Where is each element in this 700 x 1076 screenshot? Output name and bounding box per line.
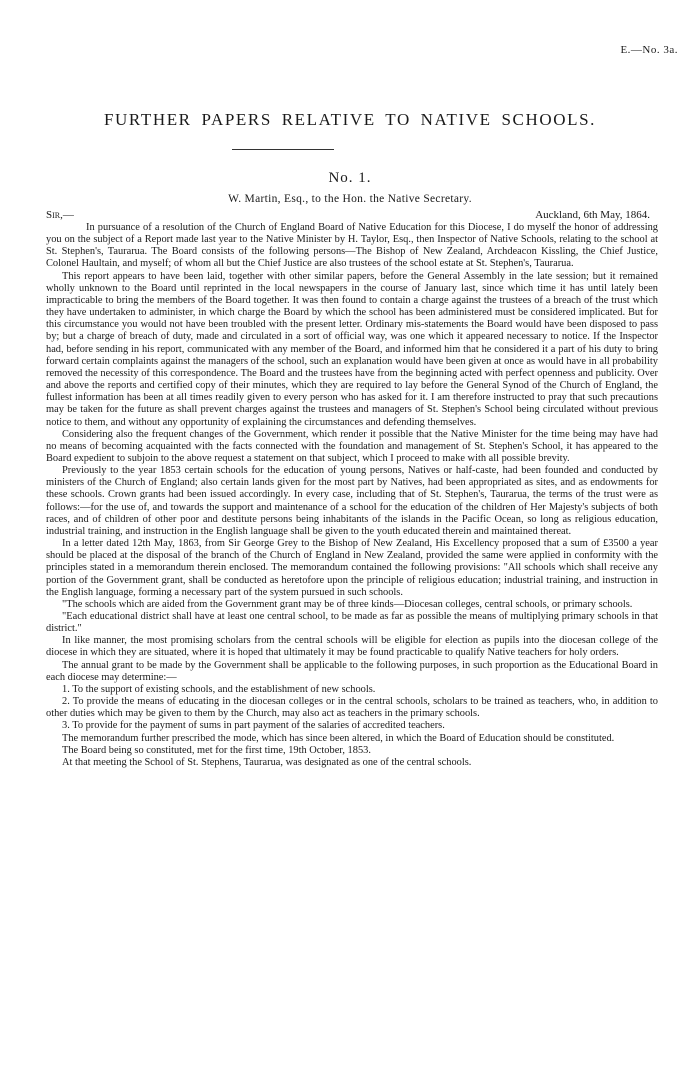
paragraph: This report appears to have been laid, together with other similar papers, before the General Assembly in the late session; but it remained wholly unknown to the Board until reprinted in the local newspapers in the course of January last, since which time it has until lately been impracticable to bring the members of the Board together. It was then found to contain a charge against the trustees of a breach of the trust which they have undertaken to administer, in which charge the Board by which the school has been administered must be considered implicated. But for this circumstance you would not have been troubled with the present letter. Ordinary mis-statements the Board would have been disposed to pass by; but a charge of breach of duty, made and circulated in a sort of official way, was one which it appeared necessary to notice. If the Inspector had, before sending in his report, communicated with any member of the Board, and informed him that he considered it a part of his duty to bring forward certain complaints against the managers of the school, such an explanation would have been given at once as would have in all probability removed the necessity of this correspondence. The Board and the trustees have from the beginning acted with perfect openness and publicity. Over and above the reports and certified copy of their minutes, which they are required to lay before the General Synod of the Church of England, the fullest information has been at all times readily given to every person who has asked for it. I am therefore instructed to pray that such precautions may be taken for the future as shall prevent charges against the trustees and managers of St. Stephen's School being circulated without previous notice to them, and without any opportunity of explaining the circumstances and defending themselves.	[46, 270, 658, 428]
list-item: 3. To provide for the payment of sums in part payment of the salaries of accredited teachers.	[62, 720, 445, 732]
paragraph: "The schools which are aided from the Government grant may be of three kinds—Diocesan colleges, central schools, or primary schools.	[62, 598, 633, 610]
place-date: Auckland, 6th May, 1864.	[535, 209, 650, 221]
paragraph: In pursuance of a resolution of the Church of England Board of Native Education for this Diocese, I do myself the honor of addressing you on the subject of a Report made last year to the Native Minister by H. Taylor, Esq., then Inspector of Native Schools, relating to the school at St. Stephen's, Taurarua. The Board consists of the following persons—The Bishop of New Zealand, Archdeacon Kissling, the Chief Justice, Colonel Haultain, and myself; of whom all but the Chief Justice are also trustees of the school estate at St. Stephen's, Taurarua.	[46, 222, 658, 270]
paragraph: At that meeting the School of St. Stephens, Taurarua, was designated as one of the central schools.	[62, 756, 472, 768]
document-title: FURTHER PAPERS RELATIVE TO NATIVE SCHOOLS.	[103, 110, 597, 129]
list-item: 1. To the support of existing schools, and the establishment of new schools.	[62, 683, 376, 695]
paragraph: Considering also the frequent changes of the Government, which render it possible that the Native Minister for the time being may have had no means of becoming acquainted with the facts connected with the foundation and management of St. Stephen's School, it has appeared to the Board expedient to subjoin to the above request a statement on that subject, which I proceed to make with all possible brevity.	[46, 428, 658, 464]
paragraph: The memorandum further prescribed the mode, which has since been altered, in which the Board of Education should be constituted.	[62, 732, 615, 744]
page-reference: E.—No. 3a.	[620, 44, 678, 56]
salutation	[46, 209, 74, 221]
letter-subheading: W. Martin, Esq., to the Hon. the Native Secretary.	[228, 193, 472, 205]
document-number: No. 1.	[328, 170, 372, 186]
paragraph: In like manner, the most promising scholars from the central schools will be eligible for election as pupils into the diocesan college of the diocese in which they are situated, where it is hoped that ultimately it may be found practicable to qualify Native teachers for holy orders.	[46, 635, 658, 659]
letter-body	[46, 222, 658, 769]
paragraph: In a letter dated 12th May, 1863, from Sir George Grey to the Bishop of New Zealand, His Excellency proposed that a sum of £3500 a year should be placed at the disposal of the branch of the Church of England in New Zealand, provided the same were applied in conformity with the principles stated in a memorandum therein enclosed. The memorandum contained the following provisions: "All schools which shall receive any portion of the Government grant, shall be conducted as heretofore upon the principle of religious education; industrial training, and instruction in the English language, forming a necessary part of the system pursued in such schools.	[46, 538, 658, 598]
paragraph: The Board being so constituted, met for the first time, 19th October, 1853.	[62, 744, 371, 756]
salutation-text: Sir,—	[46, 209, 74, 221]
paragraph: The annual grant to be made by the Government shall be applicable to the following purposes, in such proportion as the Educational Board in each diocese may determine:—	[46, 659, 658, 683]
title-rule	[232, 149, 334, 150]
paragraph: Previously to the year 1853 certain schools for the education of young persons, Natives or half-caste, had been founded and conducted by ministers of the Church of England; also certain lands given for the most part by Natives, had been appropriated as sites, and as endowments for these schools. Crown grants had been issued accordingly. In every case, including that of St. Stephen's, Taurarua, the terms of the trust were as follows:—for the use of, and towards the support and maintenance of a school for the education of the children of Her Majesty's subjects of both races, and of children of other poor and destitute persons being inhabitants of the islands in the Pacific Ocean, so long as religious education, industrial training, and instruction in the English language shall be given to the youth educated therein and maintained thereat.	[46, 465, 658, 537]
list-item: 2. To provide the means of educating in the diocesan colleges or in the central schools, scholars to be trained as teachers, who, in addition to other duties which may be given to them by the Church, may also act as teachers in the primary schools.	[46, 696, 658, 720]
paragraph: "Each educational district shall have at least one central school, to be made as far as possible the means of multiplying primary schools in that district."	[46, 611, 658, 635]
